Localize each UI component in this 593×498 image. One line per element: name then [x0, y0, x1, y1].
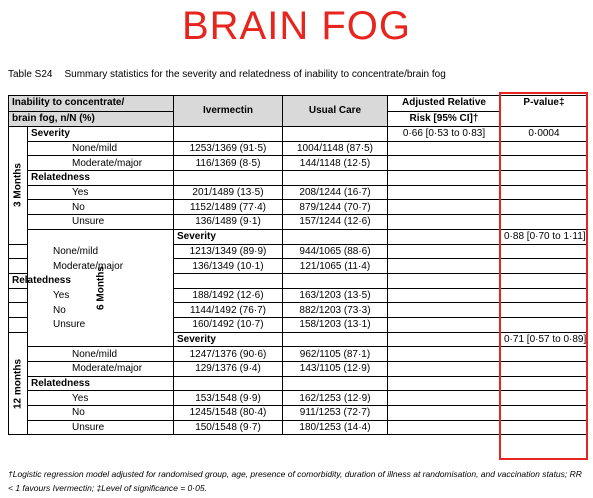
relatedness-heading: Relatedness [28, 376, 174, 391]
empty-cell [388, 259, 501, 274]
ivermectin-value: 188/1492 (12·6) [174, 288, 283, 303]
empty-cell [388, 185, 501, 200]
empty-cell [388, 347, 501, 362]
row-label: Yes [28, 185, 174, 200]
empty-cell [501, 273, 588, 288]
empty-cell [501, 376, 588, 391]
usual-care-value: 144/1148 (12·5) [283, 156, 388, 171]
empty-cell [501, 347, 588, 362]
table-caption-text: Summary statistics for the severity and relatedness of inability to concentrate/brain fog [64, 69, 446, 80]
period-label: 6 Months [95, 266, 106, 311]
ivermectin-value: 160/1492 (10·7) [174, 317, 283, 332]
usual-care-value: 208/1244 (16·7) [283, 185, 388, 200]
empty-cell [501, 317, 588, 332]
header-risk-line2: Risk [95% CI]† [388, 111, 501, 127]
table-row [9, 347, 588, 362]
empty-cell [388, 244, 501, 259]
row-label: None/mild [28, 347, 174, 362]
header-measure-line2: brain fog, n/N (%) [9, 111, 174, 127]
ivermectin-value: 150/1548 (9·7) [174, 420, 283, 435]
usual-care-value: 162/1253 (12·9) [283, 391, 388, 406]
empty-cell [174, 171, 283, 186]
row-label: No [28, 200, 174, 215]
empty-cell [388, 273, 501, 288]
adjusted-risk-value: 0·88 [0·70 to 1·11] [501, 229, 588, 244]
row-label: Moderate/major [28, 362, 174, 377]
severity-row [9, 229, 588, 244]
header-risk: Adjusted Relative [388, 96, 501, 112]
empty-cell [501, 200, 588, 215]
row-label: Unsure [9, 317, 28, 332]
severity-row [9, 127, 588, 142]
usual-care-value: 121/1065 (11·4) [283, 259, 388, 274]
empty-cell [501, 303, 588, 318]
row-label: None/mild [28, 141, 174, 156]
usual-care-value: 911/1253 (72·7) [283, 406, 388, 421]
empty-cell [388, 406, 501, 421]
row-label: Moderate/major [9, 259, 28, 274]
ivermectin-value: 201/1489 (13·5) [174, 185, 283, 200]
empty-cell [388, 317, 501, 332]
empty-cell [388, 303, 501, 318]
row-label: Unsure [28, 215, 174, 230]
ivermectin-value: 1247/1376 (90·6) [174, 347, 283, 362]
table-row [9, 185, 588, 200]
empty-cell [388, 362, 501, 377]
ivermectin-value: 153/1548 (9·9) [174, 391, 283, 406]
empty-cell [388, 420, 501, 435]
usual-care-value: 157/1244 (12·6) [283, 215, 388, 230]
empty-cell [501, 141, 588, 156]
empty-cell [388, 215, 501, 230]
empty-cell [388, 376, 501, 391]
empty-cell [283, 332, 388, 347]
empty-cell [501, 391, 588, 406]
empty-cell [283, 273, 388, 288]
ivermectin-value: 1144/1492 (76·7) [174, 303, 283, 318]
table-row [9, 215, 588, 230]
empty-cell [283, 171, 388, 186]
relatedness-heading: Relatedness [28, 171, 174, 186]
ivermectin-value: 1245/1548 (80·4) [174, 406, 283, 421]
severity-heading: Severity [174, 229, 283, 244]
relatedness-heading: Relatedness [9, 273, 28, 288]
empty-cell [174, 273, 283, 288]
ivermectin-value: 129/1376 (9·4) [174, 362, 283, 377]
table-row [9, 406, 588, 421]
usual-care-value: 158/1203 (13·1) [283, 317, 388, 332]
adjusted-risk-value: 0·71 [0·57 to 0·89] [501, 332, 588, 347]
empty-cell [501, 244, 588, 259]
period-label: 3 Months [12, 163, 24, 208]
period-label-cell [28, 229, 174, 347]
empty-cell [501, 171, 588, 186]
severity-heading: Severity [28, 127, 174, 142]
empty-cell [501, 156, 588, 171]
row-label: Yes [9, 288, 28, 303]
row-label: No [28, 406, 174, 421]
empty-cell [501, 259, 588, 274]
empty-cell [174, 376, 283, 391]
period-label: 12 months [12, 358, 24, 409]
empty-cell [388, 332, 501, 347]
ivermectin-value: 1213/1349 (89·9) [174, 244, 283, 259]
table-caption-label: Table S24 [8, 69, 53, 80]
empty-cell [283, 127, 388, 142]
empty-cell [388, 156, 501, 171]
usual-care-value: 879/1244 (70·7) [283, 200, 388, 215]
period-label-cell [9, 332, 28, 435]
relatedness-row [9, 171, 588, 186]
empty-cell [388, 171, 501, 186]
row-label: Moderate/major [28, 156, 174, 171]
ivermectin-value: 136/1349 (10·1) [174, 259, 283, 274]
usual-care-value: 143/1105 (12·9) [283, 362, 388, 377]
table-row [9, 200, 588, 215]
table-row [9, 420, 588, 435]
usual-care-value: 962/1105 (87·1) [283, 347, 388, 362]
empty-cell [388, 391, 501, 406]
empty-cell [501, 362, 588, 377]
row-label: Yes [28, 391, 174, 406]
header-ivermectin: Ivermectin [174, 96, 283, 127]
header-usual-care: Usual Care [283, 96, 388, 127]
page-title: BRAIN FOG [181, 4, 412, 48]
empty-cell [388, 141, 501, 156]
usual-care-value: 163/1203 (13·5) [283, 288, 388, 303]
table-body [9, 127, 588, 435]
ivermectin-value: 1152/1489 (77·4) [174, 200, 283, 215]
relatedness-row [9, 376, 588, 391]
empty-cell [501, 185, 588, 200]
table-row [9, 391, 588, 406]
ivermectin-value: 116/1369 (8·5) [174, 156, 283, 171]
empty-cell [388, 200, 501, 215]
empty-cell [283, 376, 388, 391]
header-pvalue: P-value‡ [501, 96, 588, 127]
empty-cell [283, 229, 388, 244]
usual-care-value: 882/1203 (73·3) [283, 303, 388, 318]
period-label-cell [9, 127, 28, 245]
adjusted-risk-value: 0·66 [0·53 to 0·83] [388, 127, 501, 142]
usual-care-value: 180/1253 (14·4) [283, 420, 388, 435]
summary-table [8, 95, 588, 435]
ivermectin-value: 1253/1369 (91·5) [174, 141, 283, 156]
usual-care-value: 944/1065 (88·6) [283, 244, 388, 259]
row-label: No [9, 303, 28, 318]
table-row [9, 141, 588, 156]
empty-cell [174, 127, 283, 142]
usual-care-value: 1004/1148 (87·5) [283, 141, 388, 156]
row-label: None/mild [9, 244, 28, 259]
empty-cell [501, 406, 588, 421]
empty-cell [501, 215, 588, 230]
severity-heading: Severity [174, 332, 283, 347]
row-label: Unsure [28, 420, 174, 435]
empty-cell [501, 288, 588, 303]
header-measure: Inability to concentrate/ [9, 96, 174, 112]
ivermectin-value: 136/1489 (9·1) [174, 215, 283, 230]
table-caption [8, 69, 446, 80]
empty-cell [388, 229, 501, 244]
empty-cell [501, 420, 588, 435]
footnote: †Logistic regression model adjusted for randomised group, age, presence of comorbidity, duration of illness at randomisation, and vaccination status; RR < 1 favours Ivermectin; ‡Level of significance = 0·05. [8, 469, 582, 493]
header-row-1 [9, 96, 588, 112]
table-row [9, 362, 588, 377]
empty-cell [388, 288, 501, 303]
p-value: 0·0004 [501, 127, 588, 142]
table-row [9, 156, 588, 171]
